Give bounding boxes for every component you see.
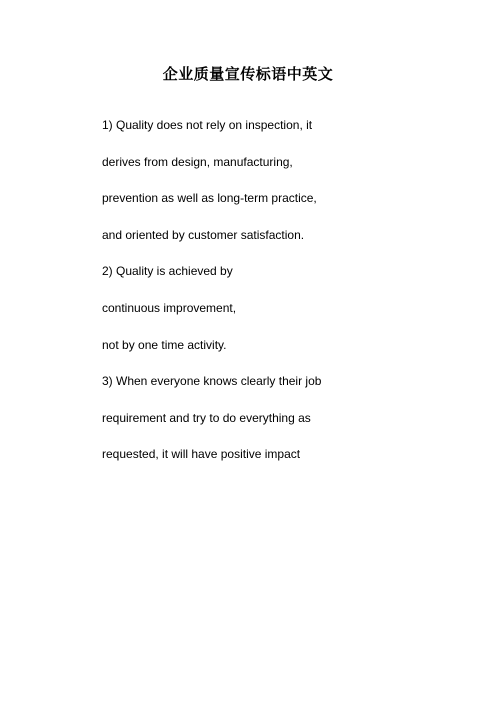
document-body: [102, 114, 321, 480]
document-title: 企业质量宣传标语中英文: [162, 65, 334, 83]
text-line: 2) Quality is achieved by: [102, 264, 233, 279]
text-line: derives from design, manufacturing,: [102, 154, 293, 169]
text-line: and oriented by customer satisfaction.: [102, 227, 305, 242]
text-line: prevention as well as long-term practice,: [102, 191, 317, 206]
text-line: requested, it will have positive impact: [102, 447, 301, 462]
text-line: 3) When everyone knows clearly their job: [102, 374, 322, 389]
text-line: not by one time activity.: [102, 337, 227, 352]
text-line: continuous improvement,: [102, 300, 237, 315]
text-line: requirement and try to do everything as: [102, 410, 311, 425]
text-line: 1) Quality does not rely on inspection, it: [102, 118, 313, 132]
